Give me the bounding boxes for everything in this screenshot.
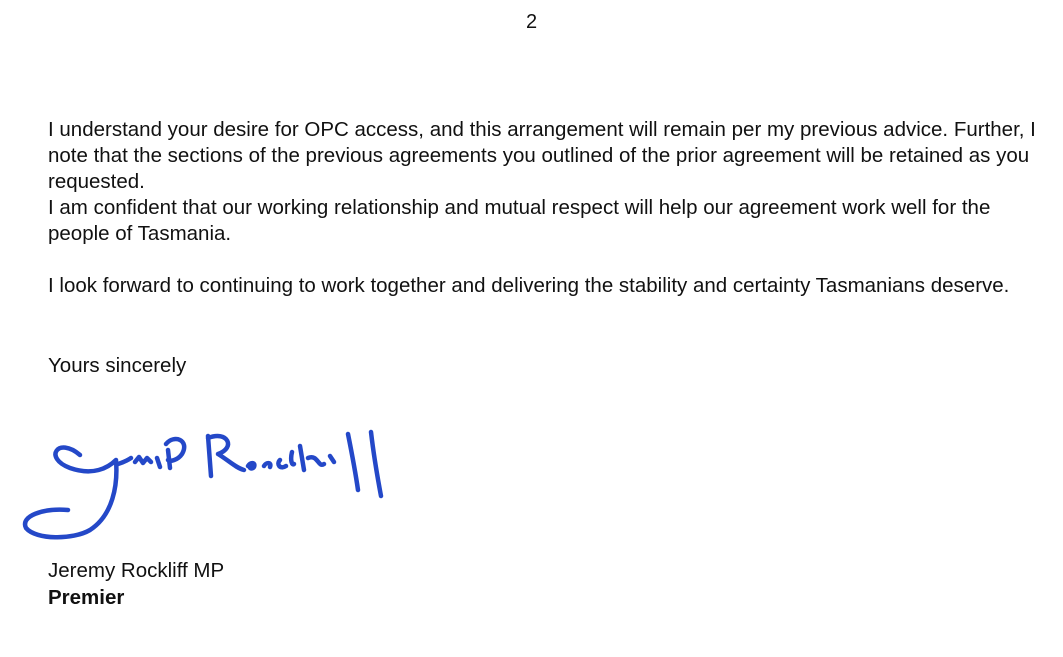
signature-stroke-r: [208, 436, 244, 476]
handwritten-signature: [18, 420, 438, 545]
paragraph-opc-access: [48, 117, 1048, 247]
page-number: 2: [525, 11, 538, 33]
closing-salutation: Yours sincerely: [48, 354, 187, 377]
paragraph-working-relationship-text: I am confident that our working relationship and mutual respect will help our agreement work well for the people of Tasmania.: [48, 196, 991, 245]
signature-stroke-j: [25, 448, 116, 538]
paragraph-look-forward: I look forward to continuing to work together and delivering the stability and certainty Tasmanians deserve.: [48, 274, 1010, 297]
signer-name: Jeremy Rockliff MP: [48, 559, 225, 582]
signature-stroke-eremy: [118, 439, 184, 468]
signature-stroke-ockliff: [248, 432, 381, 496]
paragraph-opc-access-text: I understand your desire for OPC access, and this arrangement will remain per my previous advice. Further, I note that the sections of the previous agreements you outlined of the prior agreement will be retained as you requested.: [48, 118, 1036, 193]
signer-title: Premier: [48, 586, 125, 609]
